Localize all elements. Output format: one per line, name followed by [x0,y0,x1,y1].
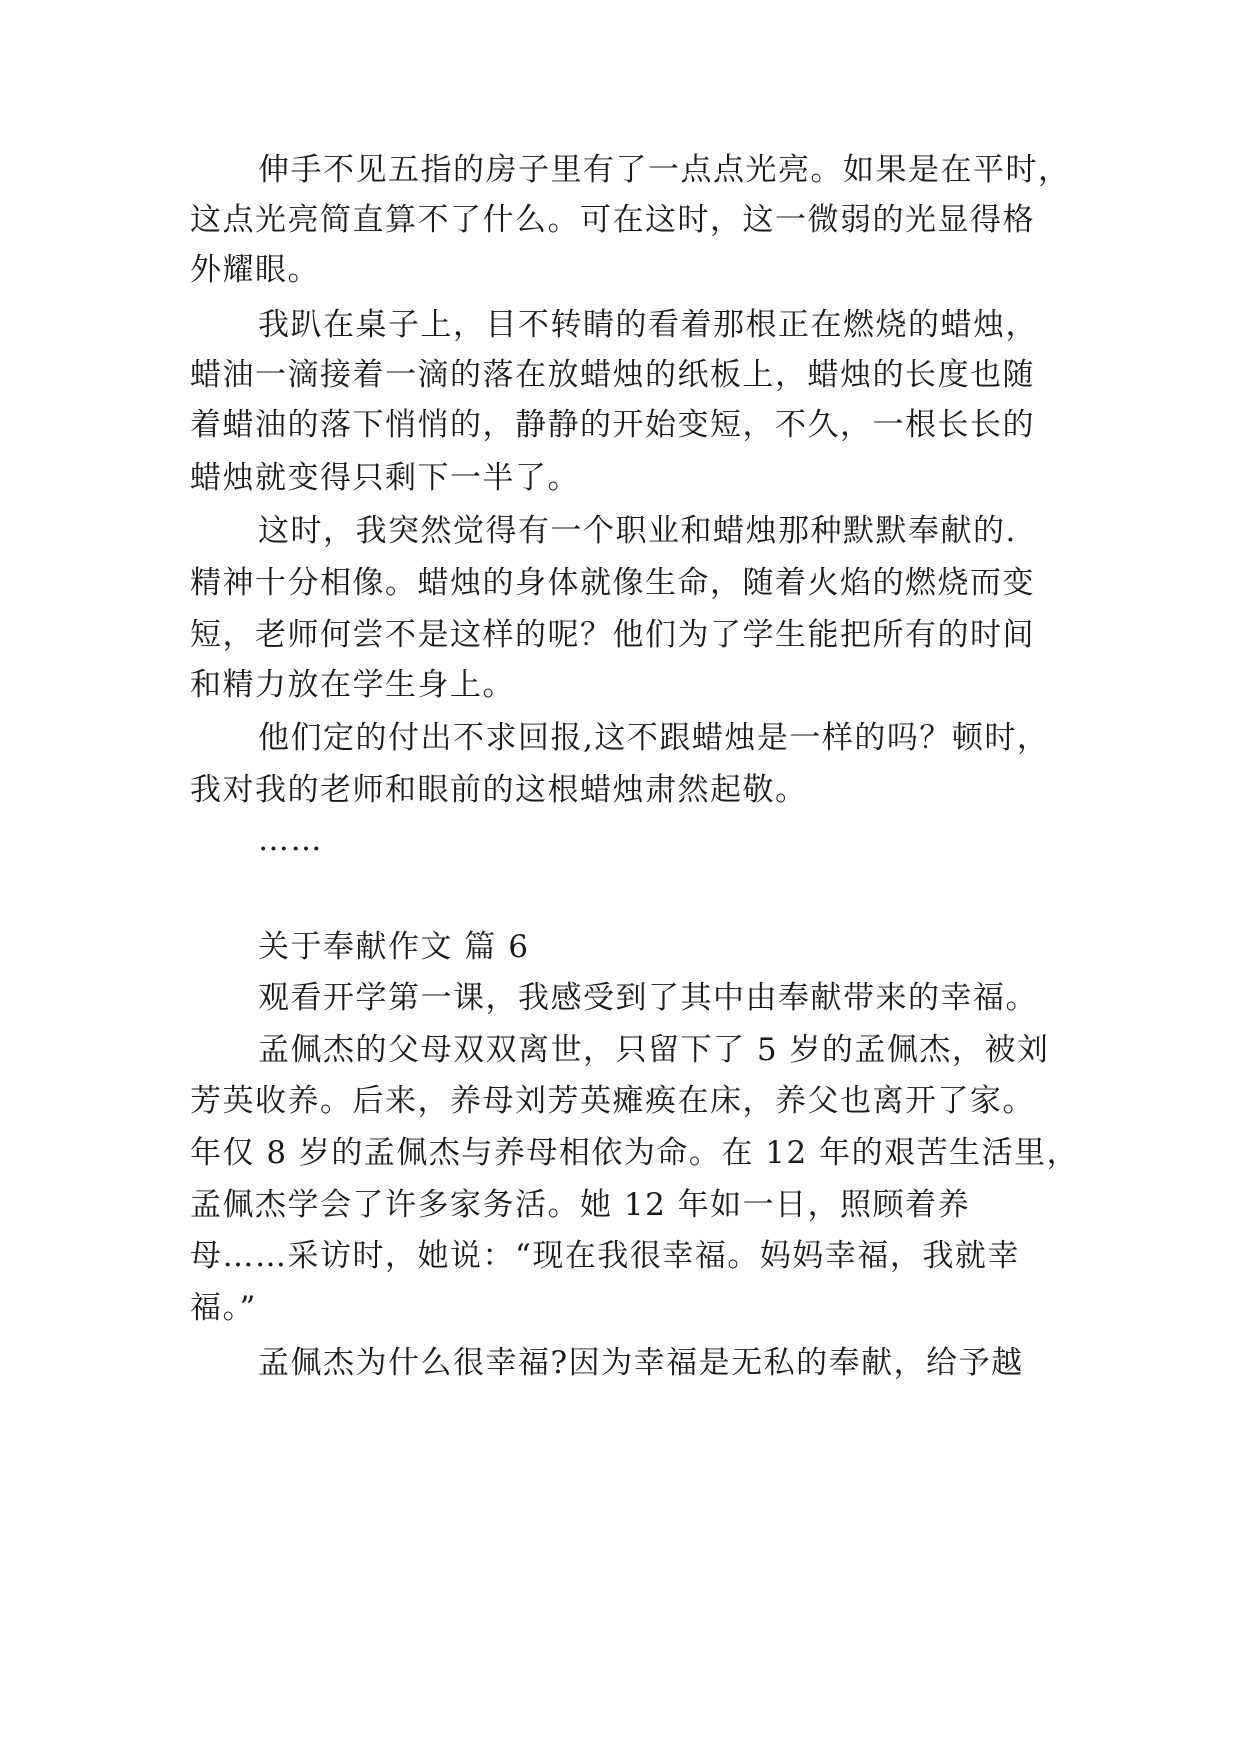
paragraph-line: 他们定的付出不求回报,这不跟蜡烛是一样的吗？顿时， [258,720,1050,756]
paragraph-line: 蜡烛就变得只剩下一半了。 [190,460,580,496]
paragraph-line: 孟佩杰学会了许多家务活。她 12 年如一日，照顾着养 [190,1187,971,1223]
section-heading: 关于奉献作文 篇 6 [258,929,530,965]
paragraph-line: 孟佩杰为什么很幸福?因为幸福是无私的奉献，给予越 [258,1345,1024,1381]
paragraph-line: 年仅 8 岁的孟佩杰与养母相依为命。在 12 年的艰苦生活里， [190,1135,1080,1171]
paragraph-line: 这点光亮简直算不了什么。可在这时，这一微弱的光显得格 [190,202,1035,238]
paragraph-line: 我对我的老师和眼前的这根蜡烛肃然起敬。 [190,772,808,808]
ellipsis-line: …… [258,822,323,858]
paragraph-line: 精神十分相像。蜡烛的身体就像生命，随着火焰的燃烧而变 [190,565,1035,601]
paragraph-line: 这时，我突然觉得有一个职业和蜡烛那种默默奉献的. [258,513,1017,549]
paragraph-line: 伸手不见五指的房子里有了一点点光亮。如果是在平时， [258,152,1071,188]
paragraph-line: 我趴在桌子上，目不转睛的看着那根正在燃烧的蜡烛， [258,307,1038,343]
paragraph-line: 观看开学第一课，我感受到了其中由奉献带来的幸福。 [258,980,1038,1016]
paragraph-line: 孟佩杰的父母双双离世，只留下了 5 岁的孟佩杰，被刘 [258,1032,1050,1068]
paragraph-line: 外耀眼。 [190,252,320,288]
paragraph-line: 母……采访时，她说：“现在我很幸福。妈妈幸福，我就幸 [190,1238,1020,1274]
paragraph-line: 着蜡油的落下悄悄的，静静的开始变短，不久，一根长长的 [190,407,1035,443]
paragraph-line: 蜡油一滴接着一滴的落在放蜡烛的纸板上，蜡烛的长度也随 [190,357,1035,393]
paragraph-line: 福。” [190,1290,257,1326]
paragraph-line: 和精力放在学生身上。 [190,667,515,703]
paragraph-line: 芳英收养。后来，养母刘芳英瘫痪在床，养父也离开了家。 [190,1083,1035,1119]
paragraph-line: 短，老师何尝不是这样的呢？他们为了学生能把所有的时间 [190,617,1035,653]
